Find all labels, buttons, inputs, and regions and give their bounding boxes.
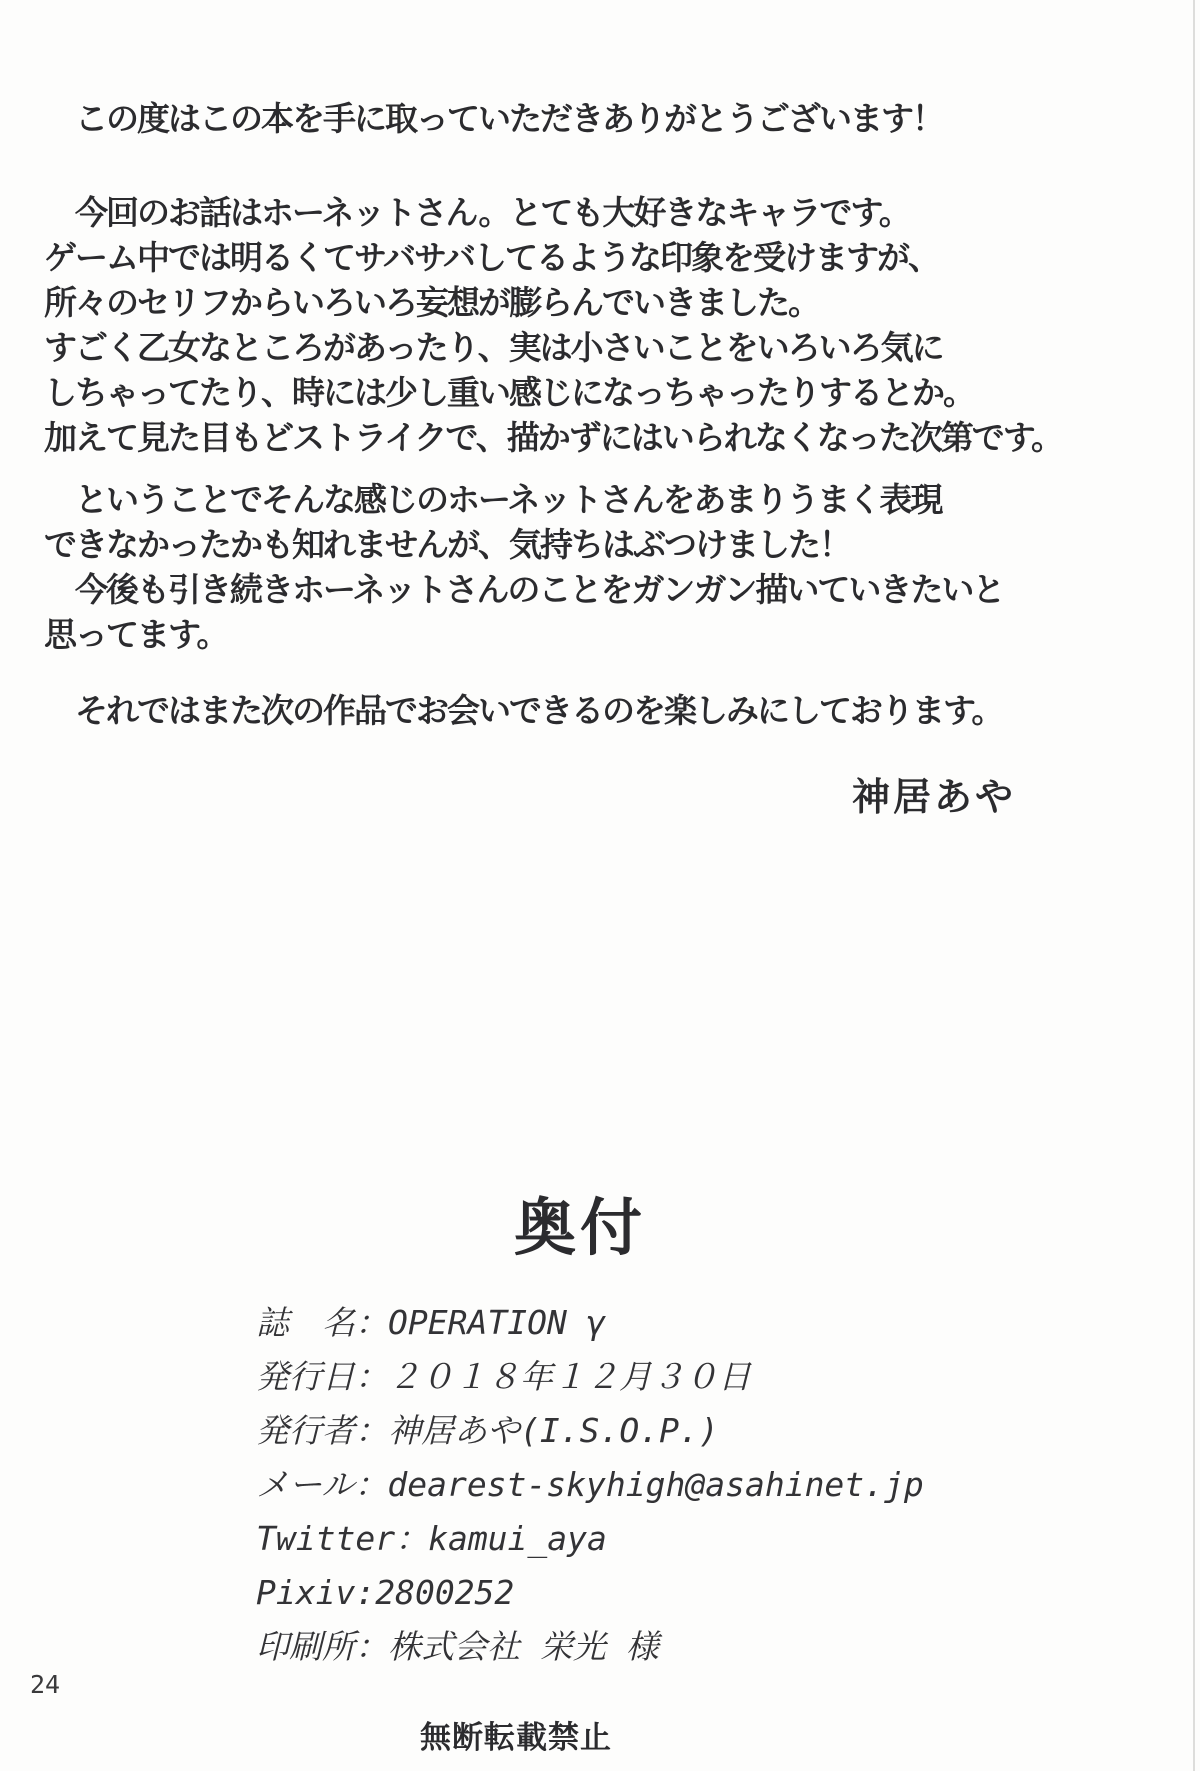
- colophon-row-publish-date: [256, 1350, 924, 1404]
- colophon-row-title: [256, 1296, 924, 1350]
- colophon-row-email: [256, 1458, 924, 1512]
- colophon-separator: ：: [395, 1519, 429, 1558]
- colophon-row-printer: [256, 1620, 924, 1674]
- afterword-line: ゲーム中では明るくてサバサバしてるような印象を受けますが、: [44, 239, 940, 276]
- colophon-value: dearest-skyhigh@asahinet.jp: [387, 1465, 924, 1504]
- afterword-line: 所々のセリフからいろいろ妄想が膨らんでいきました。: [44, 284, 819, 321]
- colophon-separator: ：: [355, 1303, 388, 1342]
- afterword-paragraph-greeting: [44, 96, 1160, 141]
- afterword-line: 今回のお話はホーネットさん。とても大好きなキャラです。: [44, 194, 910, 231]
- colophon-label: 発行者: [256, 1411, 355, 1450]
- scan-edge-artifact: [1193, 0, 1195, 1771]
- colophon-separator: ：: [355, 1411, 388, 1450]
- colophon-separator: :: [355, 1573, 376, 1612]
- colophon-value: kamui_aya: [428, 1519, 607, 1558]
- colophon-label: Twitter: [256, 1519, 396, 1558]
- page-number: 24: [30, 1670, 61, 1699]
- colophon-value: 株式会社 栄光 様: [388, 1627, 659, 1666]
- colophon-separator: ：: [354, 1465, 388, 1504]
- afterword-line: それではまた次の作品でお会いできるのを楽しみにしております。: [44, 692, 1003, 729]
- afterword-line: ということでそんな感じのホーネットさんをあまりうまく表現: [44, 481, 942, 518]
- colophon-label: 発行日: [256, 1357, 355, 1396]
- afterword-line: できなかったかも知れませんが、気持ちはぶつけました！: [44, 526, 850, 563]
- colophon-heading: 奥付: [513, 1194, 646, 1263]
- no-reproduction-notice: 無断転載禁止: [420, 1720, 612, 1755]
- afterword-line: この度はこの本を手に取っていただきありがとうございます！: [44, 100, 943, 137]
- afterword-line: 今後も引き続きホーネットさんのことをガンガン描いていきたいと: [44, 571, 1004, 608]
- colophon-row-pixiv: [256, 1566, 924, 1620]
- afterword-line: すごく乙女なところがあったり、実は小さいことをいろいろ気に: [44, 329, 943, 366]
- colophon-value: 神居あや(I.S.O.P.): [388, 1411, 719, 1450]
- afterword-paragraph-closing: [44, 688, 1160, 733]
- colophon-value: 2800252: [375, 1573, 515, 1612]
- colophon-separator: ：: [355, 1627, 388, 1666]
- colophon-value: ２０１８年１２月３０日: [388, 1357, 751, 1396]
- colophon-label: メール: [256, 1465, 355, 1504]
- afterword-line: 加えて見た目もどストライクで、描かずにはいられなくなった次第です。: [44, 419, 1063, 456]
- colophon-label: Pixiv: [256, 1573, 356, 1612]
- colophon-label: 誌 名: [256, 1303, 355, 1342]
- author-signature: 神居あや: [852, 777, 1017, 819]
- colophon-value: OPERATION γ: [388, 1303, 607, 1342]
- colophon-separator: ：: [355, 1357, 388, 1396]
- afterword-line: 思ってます。: [44, 616, 228, 653]
- colophon-row-publisher: [256, 1404, 924, 1458]
- afterword-paragraph-feelings: [44, 477, 1160, 657]
- colophon-label: 印刷所: [256, 1627, 355, 1666]
- colophon-block: [256, 1296, 924, 1674]
- colophon-row-twitter: [256, 1512, 924, 1566]
- afterword-paragraph-about-character: [44, 190, 1160, 460]
- afterword-line: しちゃってたり、時には少し重い感じになっちゃったりするとか。: [44, 374, 974, 411]
